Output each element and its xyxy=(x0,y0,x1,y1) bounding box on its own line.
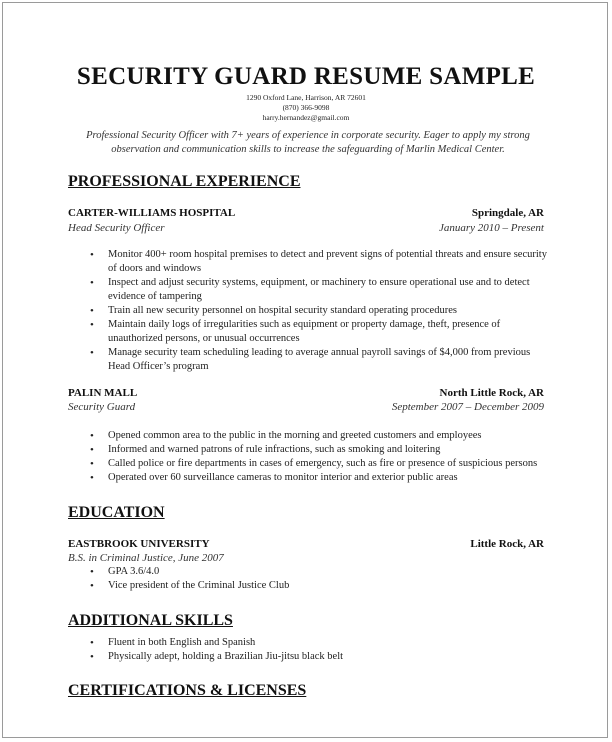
list-item: • Fluent in both English and Spanish xyxy=(88,636,548,650)
skills-heading: ADDITIONAL SKILLS xyxy=(68,612,233,629)
certifications-heading: CERTIFICATIONS & LICENSES xyxy=(68,682,307,699)
education-bullets xyxy=(88,565,548,593)
skills-bullets xyxy=(88,636,548,664)
job-dates: January 2010 – Present xyxy=(439,222,544,234)
job-dates: September 2007 – December 2009 xyxy=(391,401,544,413)
job-bullets xyxy=(88,429,548,485)
job-location: Springdale, AR xyxy=(471,207,544,219)
school-location: Little Rock, AR xyxy=(470,538,544,550)
list-item: • Monitor 400+ room hospital premises to detect and prevent signs of potential threats and ensure security of doors and windows xyxy=(88,248,548,276)
list-item: • GPA 3.6/4.0 xyxy=(88,565,548,579)
contact-address: 1290 Oxford Lane, Harrison, AR 72601 xyxy=(246,93,366,102)
list-item: • Operated over 60 surveillance cameras to monitor interior and exterior public areas xyxy=(88,471,548,485)
list-item: • Physically adept, holding a Brazilian Jiu-jitsu black belt xyxy=(88,650,548,664)
education-heading: EDUCATION xyxy=(68,504,165,521)
list-item: • Train all new security personnel on hospital security standard operating procedures xyxy=(88,304,548,318)
experience-heading: PROFESSIONAL EXPERIENCE xyxy=(68,173,301,190)
professional-summary: Professional Security Officer with 7+ years of experience in corporate security. Eager to apply my strong observation and communication skills to increase the safeguarding of Marlin Medical Center. xyxy=(86,130,530,155)
list-item: • Called police or fire departments in cases of emergency, such as fire or presence of suspicious persons xyxy=(88,457,548,471)
job-role: Security Guard xyxy=(68,401,136,413)
contact-phone: (870) 366-9098 xyxy=(282,103,330,112)
list-item: • Informed and warned patrons of rule infractions, such as smoking and loitering xyxy=(88,443,548,457)
list-item: • Maintain daily logs of irregularities such as equipment or property damage, theft, presence of unauthorized persons, or unusual occurrences xyxy=(88,318,548,346)
list-item: • Manage security team scheduling leading to average annual payroll savings of $4,000 from previous Head Officer’s program xyxy=(88,346,548,374)
school-name: EASTBROOK UNIVERSITY xyxy=(68,538,210,550)
degree: B.S. in Criminal Justice, June 2007 xyxy=(68,552,224,564)
job-employer: CARTER-WILLIAMS HOSPITAL xyxy=(68,207,236,219)
resume-title: SECURITY GUARD RESUME SAMPLE xyxy=(76,63,536,90)
list-item: • Vice president of the Criminal Justice Club xyxy=(88,579,548,593)
list-item: • Inspect and adjust security systems, equipment, or machinery to ensure operational use and to detect evidence of tampering xyxy=(88,276,548,304)
job-employer: PALIN MALL xyxy=(68,387,138,399)
job-bullets xyxy=(88,248,548,374)
contact-email: harry.hernandez@gmail.com xyxy=(262,113,350,122)
job-location: North Little Rock, AR xyxy=(439,387,544,399)
job-role: Head Security Officer xyxy=(68,222,165,234)
list-item: • Opened common area to the public in the morning and greeted customers and employees xyxy=(88,429,548,443)
